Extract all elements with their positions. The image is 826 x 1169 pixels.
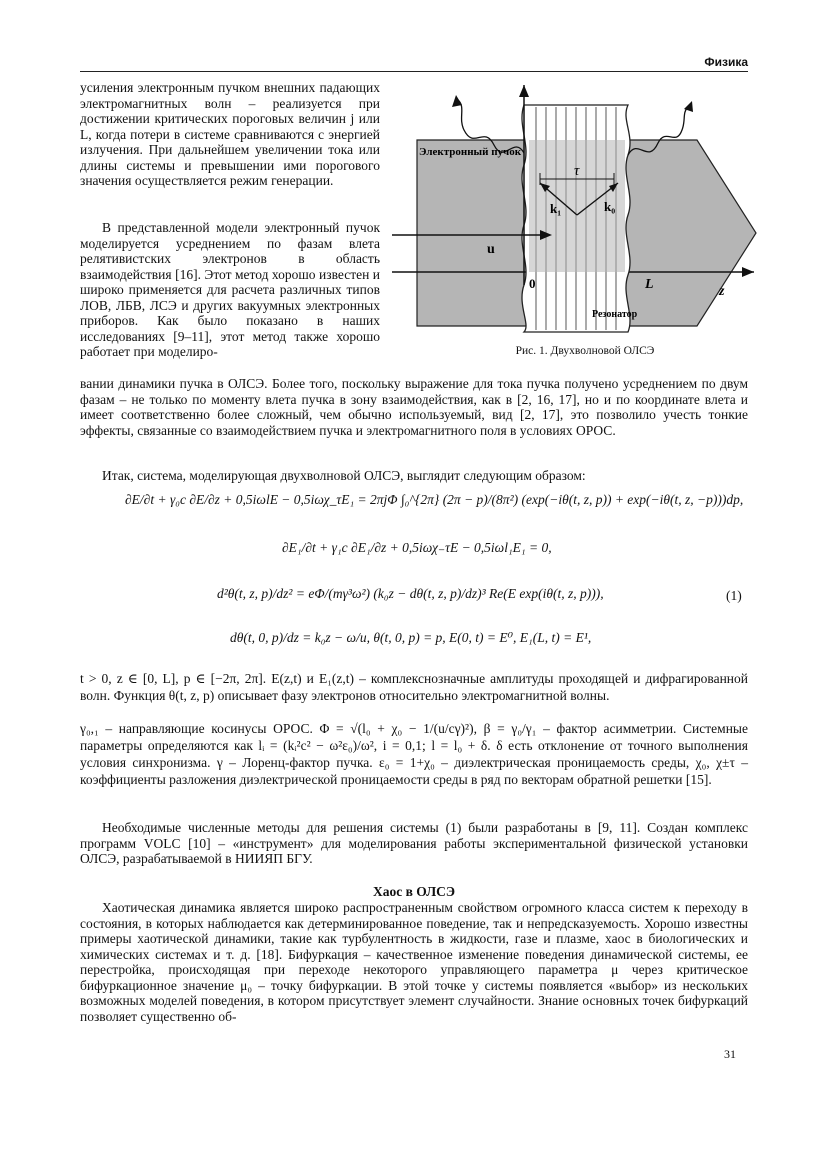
- explanation-paragraph-2: γ₀,₁ – направляющие косинусы ОРОС. Φ = √(l₀ + χ₀ − 1/(u/cγ)²), β = γ₀/γ₁ – фактор асимметрии. Системные параметры определяются как lᵢ = (kᵢ²c² − ω²ε₀)/ω², i = 0,1; l = l₀ + δ. δ есть отклонение от точного выполнения условия синхронизма. γ – Лоренц-фактор пучка. ε₀ = 1+χ₀ – диэлектрическая проницаемость среды, χ₀, χ±τ – коэффициенты разложения диэлектрической проницаемости среды в ряд по векторам обратной решетки [15].: [80, 721, 748, 787]
- methods-paragraph: Необходимые численные методы для решения системы (1) были разработаны в [9, 11]. Создан комплекс программ VOLC [10] – «инструмент» для моделирования работы экспериментальной физической установки ОЛСЭ, разрабатываемой в НИИЯП БГУ.: [80, 820, 748, 866]
- page-number: 31: [724, 1047, 736, 1061]
- figure-dual-wave-fel: [392, 85, 762, 345]
- L-label: L: [645, 277, 654, 292]
- u-label: u: [487, 242, 495, 257]
- z-label: z: [719, 284, 725, 299]
- left-paragraph-1: усиления электронным пучком внешних падающих электромагнитных волн – реализуется при достижении критических пороговых величин j или L, когда потери в системе сравниваются с энергией излучения. При дальнейшем увеличении тока или длины системы и превышении ими порогового значения осуществляется режим генерации.: [80, 80, 380, 188]
- zero-label: 0: [529, 276, 536, 291]
- full-paragraph-1: вании динамики пучка в ОЛСЭ. Более того, поскольку выражение для тока пучка получено усреднением по двум фазам – не только по моменту влета пучка в зону взаимодействия, как в [2, 16, 17], но и по координате влета и имеет соответственно более сложный, чем обычно используемый, вид [2, 17], это позволило учесть тонкие эффекты, связанные со взаимодействием пучка и электромагнитного поля в условиях ОРОС.: [80, 376, 748, 438]
- equation-3: d²θ(t, z, p)/dz² = eΦ/(mγ³ω²) (k₀z − dθ(t, z, p)/dz)³ Re(E exp(iθ(t, z, p))),: [217, 586, 604, 601]
- explanation-paragraph-1: t > 0, z ∈ [0, L], p ∈ [−2π, 2π]. E(z,t) и E₁(z,t) – комплекснозначные амплитуды проходящей и дифрагированной волн. Функция θ(t, z, p) описывает фазу электронов относительно электромагнитной волны.: [80, 671, 748, 703]
- figure-caption: Рис. 1. Двухволновой ОЛСЭ: [515, 345, 655, 357]
- equation-1: ∂E/∂t + γ₀c ∂E/∂z + 0,5iωlE − 0,5iωχ_τE₁ = 2πjΦ ∫₀^{2π} (2π − p)/(8π²) (exp(−iθ(t, z, p)) + exp(−iθ(t, z, −p)))dp,: [125, 492, 744, 507]
- beam-label: Электронный пучок: [419, 146, 522, 158]
- running-header: [80, 53, 748, 72]
- left-paragraph-2: В представленной модели электронный пучок моделируется усреднением по фазам влета релятивистских электронов в область взаимодействия [16]. Этот метод хорошо известен и широко применяется для расчета различных типов ЛОВ, ЛБВ, ЛСЭ и других вакуумных электронных приборов. Как было показано в наших исследованиях [9–11], этот метод также хорошо работает при моделиро-: [80, 220, 380, 359]
- equation-2: ∂E₁/∂t + γ₁c ∂E₁/∂z + 0,5iωχ₋τE − 0,5iωl₁E₁ = 0,: [282, 540, 552, 555]
- tau-label: τ: [574, 163, 580, 179]
- full-paragraph-2: Итак, система, моделирующая двухволновой ОЛСЭ, выглядит следующим образом:: [102, 468, 586, 483]
- vertical-axis-arrowhead: [519, 85, 529, 97]
- resonator-label: Резонатор: [592, 309, 638, 320]
- header-section-label: Физика: [704, 55, 748, 69]
- k0-label: k₀: [604, 199, 616, 214]
- equation-4: dθ(t, 0, p)/dz = k₀z − ω/u, θ(t, 0, p) = p, E(0, t) = E⁰, E₁(L, t) = E¹,: [230, 630, 592, 645]
- section-heading: Хаос в ОЛСЭ: [372, 884, 456, 899]
- chaos-paragraph: Хаотическая динамика является широко распространенным свойством огромного класса систем к переходу в состояния, в которых наблюдается как детерминированное поведение, так и непредсказуемость. Хорошо известны примеры хаотической динамики, такие как турбулентность в жидкости, газе и плазме, хаос в биологических и химических системах и т. д. [18]. Бифуркация – качественное изменение поведения динамической системы, ее перестройка, происходящая при переходе некоторого управляющего параметра μ через критическое бифуркационное значение μ₀ – точку бифуркации. В этой точке у системы появляется «выбор» из нескольких возможных моделей поведения, в котором присутствует элемент случайности. Знание основных точек бифуркаций позволяет существенно об-: [80, 900, 748, 1024]
- equation-number: (1): [726, 588, 742, 603]
- k1-label: k₁: [550, 201, 562, 216]
- z-axis-arrowhead: [742, 267, 754, 277]
